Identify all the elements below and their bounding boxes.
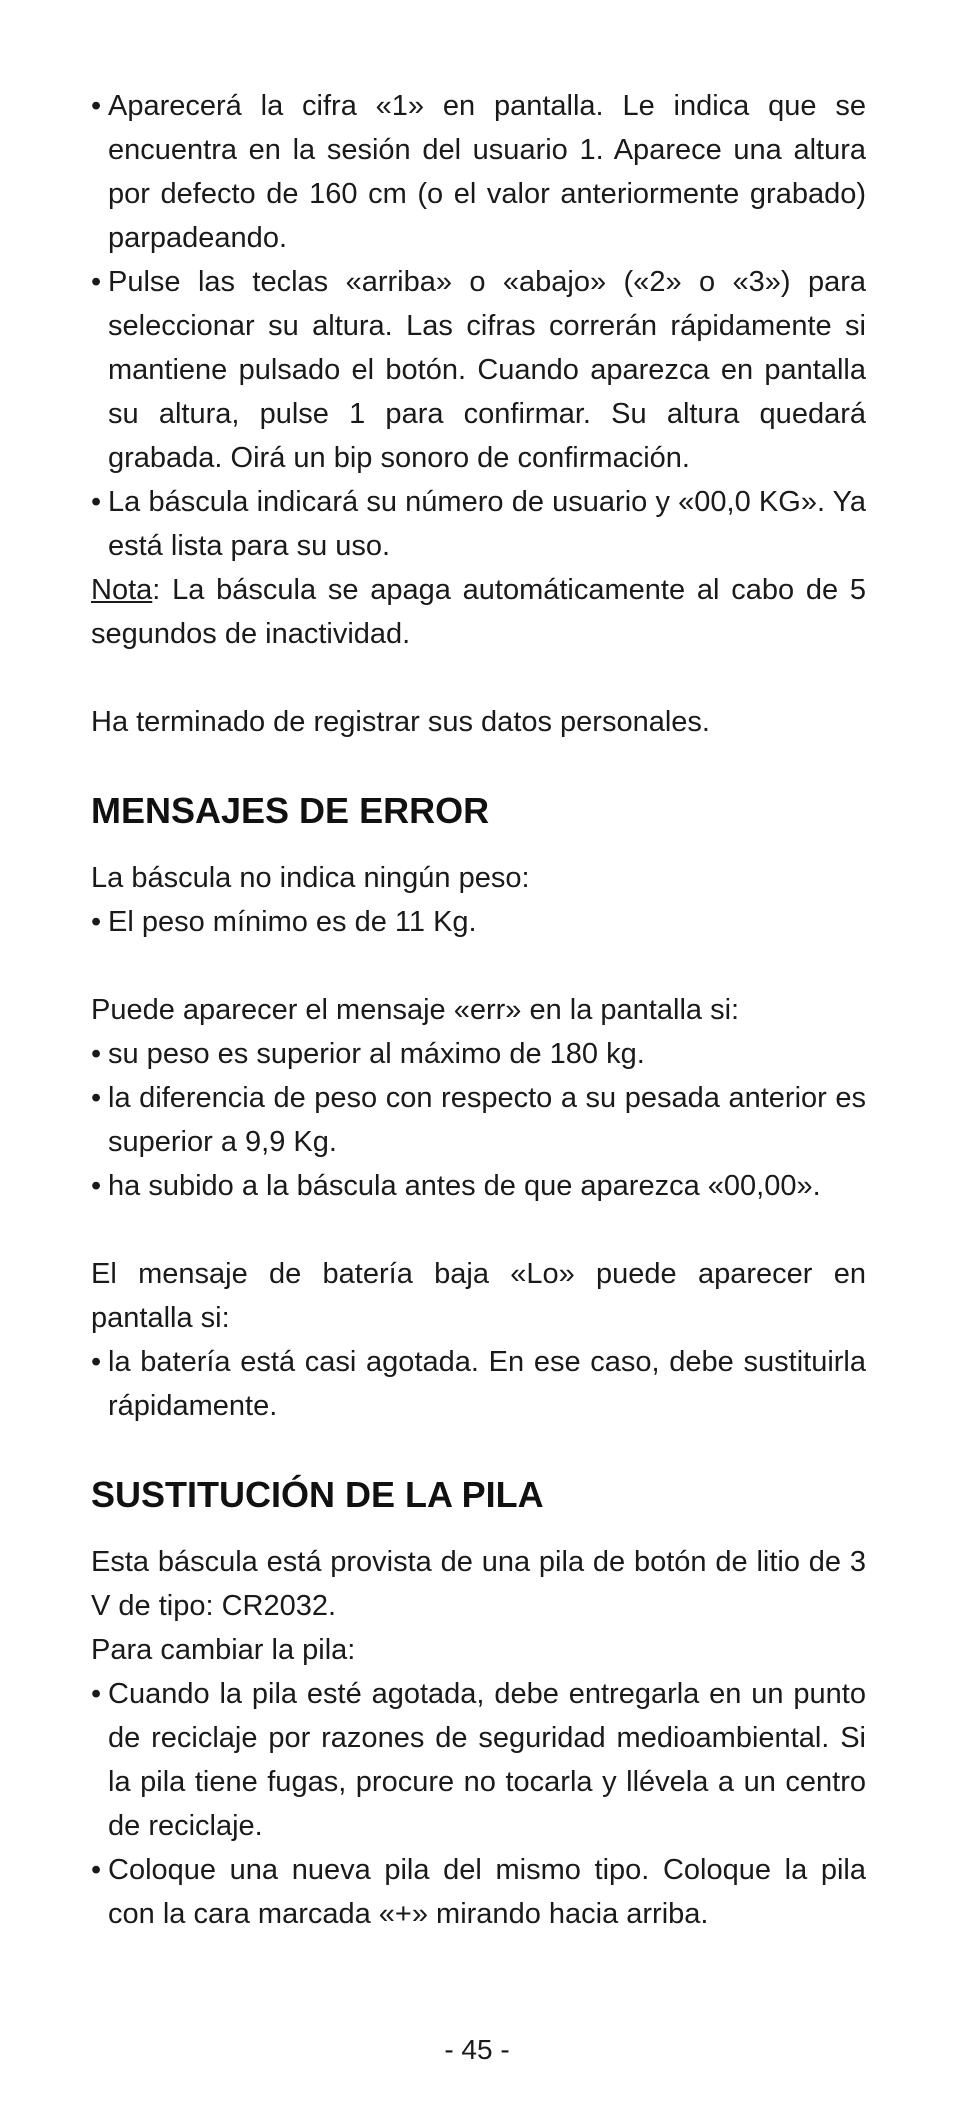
page-number: - 45 -: [444, 2034, 510, 2065]
battery-change-intro: Para cambiar la pila:: [91, 1634, 356, 1666]
setup-steps-list: [91, 84, 866, 568]
spacer: [91, 944, 866, 988]
list-item: • la batería está casi agotada. En ese caso, debe sustituirla rápidamente.: [91, 1340, 866, 1428]
err-message-intro: Puede aparecer el mensaje «err» en la pantalla si:: [91, 994, 740, 1026]
list-item: • Aparecerá la cifra «1» en pantalla. Le indica que se encuentra en la sesión del usuario 1. Aparece una altura por defecto de 160 cm (o el valor anteriormente grabado) parpadeando.: [91, 84, 866, 260]
low-battery-list: [91, 1340, 866, 1428]
list-item: • Coloque una nueva pila del mismo tipo. Coloque la pila con la cara marcada «+» mirando hacia arriba.: [91, 1848, 866, 1936]
no-weight-intro: La báscula no indica ningún peso:: [91, 862, 530, 894]
battery-steps-list: [91, 1672, 866, 1936]
spacer: [91, 1208, 866, 1252]
battery-type-text: Esta báscula está provista de una pila de botón de litio de 3 V de tipo: CR2032.: [91, 1546, 866, 1622]
err-message-list: [91, 1032, 866, 1208]
registration-complete-text: Ha terminado de registrar sus datos personales.: [91, 706, 710, 738]
auto-off-note: [91, 568, 866, 656]
list-item: • ha subido a la báscula antes de que aparezca «00,00».: [91, 1164, 866, 1208]
list-item: • Cuando la pila esté agotada, debe entregarla en un punto de reciclaje por razones de seguridad medioambiental. Si la pila tiene fugas, procure no tocarla y llévela a un centro de reciclaje.: [91, 1672, 866, 1848]
list-item: • la diferencia de peso con respecto a su pesada anterior es superior a 9,9 Kg.: [91, 1076, 866, 1164]
no-weight-list: [91, 900, 866, 944]
low-battery-intro: El mensaje de batería baja «Lo» puede aparecer en pantalla si:: [91, 1258, 866, 1334]
list-item: • Pulse las teclas «arriba» o «abajo» («2» o «3») para seleccionar su altura. Las cifras correrán rápidamente si mantiene pulsado el botón. Cuando aparezca en pantalla su altura, pulse 1 para confirmar. Su altura quedará grabada. Oirá un bip sonoro de confirmación.: [91, 260, 866, 480]
list-item: • La báscula indicará su número de usuario y «00,0 KG». Ya está lista para su uso.: [91, 480, 866, 568]
note-text: : La báscula se apaga automáticamente al cabo de 5 segundos de inactividad.: [91, 574, 866, 650]
list-item: • El peso mínimo es de 11 Kg.: [91, 900, 866, 944]
spacer: [91, 656, 866, 700]
battery-replacement-heading: SUSTITUCIÓN DE LA PILA: [91, 1474, 544, 1515]
note-label: Nota: [91, 574, 153, 606]
error-messages-heading: MENSAJES DE ERROR: [91, 790, 490, 831]
manual-page: [91, 84, 866, 1936]
list-item: • su peso es superior al máximo de 180 kg.: [91, 1032, 866, 1076]
